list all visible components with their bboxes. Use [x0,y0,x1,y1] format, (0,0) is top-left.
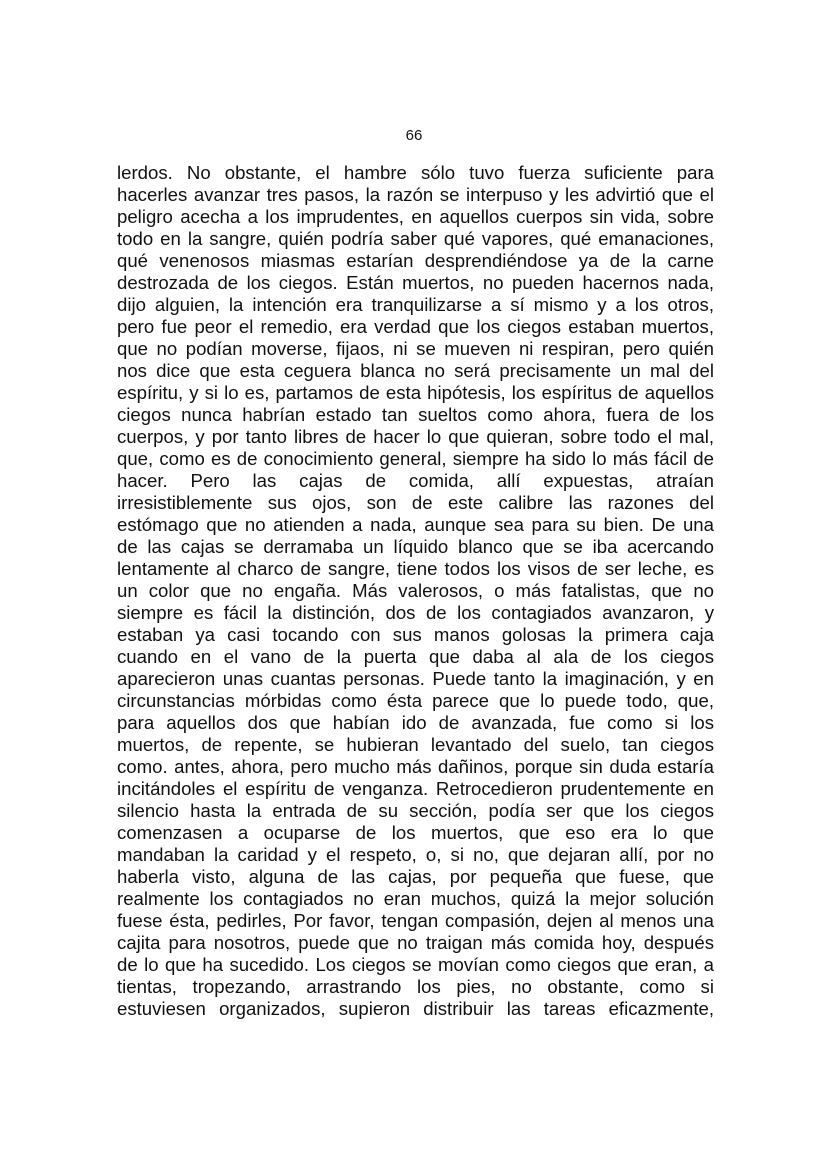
text-line: qué venenosos miasmas estarían desprendiéndose ya de la carne [117,250,714,271]
text-line: mandaban la caridad y el respeto, o, si no, que dejaran allí, por no [117,844,714,865]
text-line: realmente los contagiados no eran muchos, quizá la mejor solución [117,888,714,909]
text-line: cuando en el vano de la puerta que daba al ala de los ciegos [117,646,714,667]
text-line: haberla visto, alguna de las cajas, por pequeña que fuese, que [117,866,714,887]
text-line: que no podían moverse, fijaos, ni se mueven ni respiran, pero quién [117,338,714,359]
text-line: de las cajas se derramaba un líquido blanco que se iba acercando [117,536,714,557]
text-line: de lo que ha sucedido. Los ciegos se movían como ciegos que eran, a [117,954,714,975]
text-line: hacer. Pero las cajas de comida, allí expuestas, atraían [117,470,714,491]
text-line: estuviesen organizados, supieron distribuir las tareas eficazmente, [117,998,714,1019]
text-line: hacerles avanzar tres pasos, la razón se interpuso y les advirtió que el [117,184,714,205]
text-line: destrozada de los ciegos. Están muertos, no pueden hacernos nada, [117,272,714,293]
text-line: comenzasen a ocuparse de los muertos, que eso era lo que [117,822,714,843]
text-line: estómago que no atienden a nada, aunque sea para su bien. De una [117,514,714,535]
text-line: dijo alguien, la intención era tranquilizarse a sí mismo y a los otros, [117,294,714,315]
text-line: lentamente al charco de sangre, tiene todos los visos de ser leche, es [117,558,714,579]
text-line: muertos, de repente, se hubieran levantado del suelo, tan ciegos [117,734,714,755]
page-number: 66 [405,127,423,144]
body-text [117,162,714,1020]
text-line: incitándoles el espíritu de venganza. Retrocedieron prudentemente en [117,778,714,799]
text-line: cuerpos, y por tanto libres de hacer lo que quieran, sobre todo el mal, [117,426,714,447]
text-line: siempre es fácil la distinción, dos de los contagiados avanzaron, y [117,602,714,623]
text-line: que, como es de conocimiento general, siempre ha sido lo más fácil de [117,448,714,469]
text-line: nos dice que esta ceguera blanca no será precisamente un mal del [117,360,714,381]
text-line: todo en la sangre, quién podría saber qué vapores, qué emanaciones, [117,228,714,249]
text-line: irresistiblemente sus ojos, son de este calibre las razones del [117,492,714,513]
text-line: espíritu, y si lo es, partamos de esta hipótesis, los espíritus de aquellos [117,382,714,403]
text-line: para aquellos dos que habían ido de avanzada, fue como si los [117,712,714,733]
text-line: un color que no engaña. Más valerosos, o más fatalistas, que no [117,580,714,601]
text-line: cajita para nosotros, puede que no traigan más comida hoy, después [117,932,714,953]
text-line: aparecieron unas cuantas personas. Puede tanto la imaginación, y en [117,668,714,689]
text-line: tientas, tropezando, arrastrando los pies, no obstante, como si [117,976,714,997]
text-line: circunstancias mórbidas como ésta parece que lo puede todo, que, [117,690,714,711]
text-line: peligro acecha a los imprudentes, en aquellos cuerpos sin vida, sobre [117,206,714,227]
text-line: estaban ya casi tocando con sus manos golosas la primera caja [117,624,714,645]
text-line: lerdos. No obstante, el hambre sólo tuvo fuerza suficiente para [117,162,714,183]
text-line: fuese ésta, pedirles, Por favor, tengan compasión, dejen al menos una [117,910,714,931]
text-line: ciegos nunca habrían estado tan sueltos como ahora, fuera de los [117,404,714,425]
text-line: como. antes, ahora, pero mucho más dañinos, porque sin duda estaría [117,756,714,777]
text-line: silencio hasta la entrada de su sección, podía ser que los ciegos [117,800,714,821]
text-line: pero fue peor el remedio, era verdad que los ciegos estaban muertos, [117,316,714,337]
